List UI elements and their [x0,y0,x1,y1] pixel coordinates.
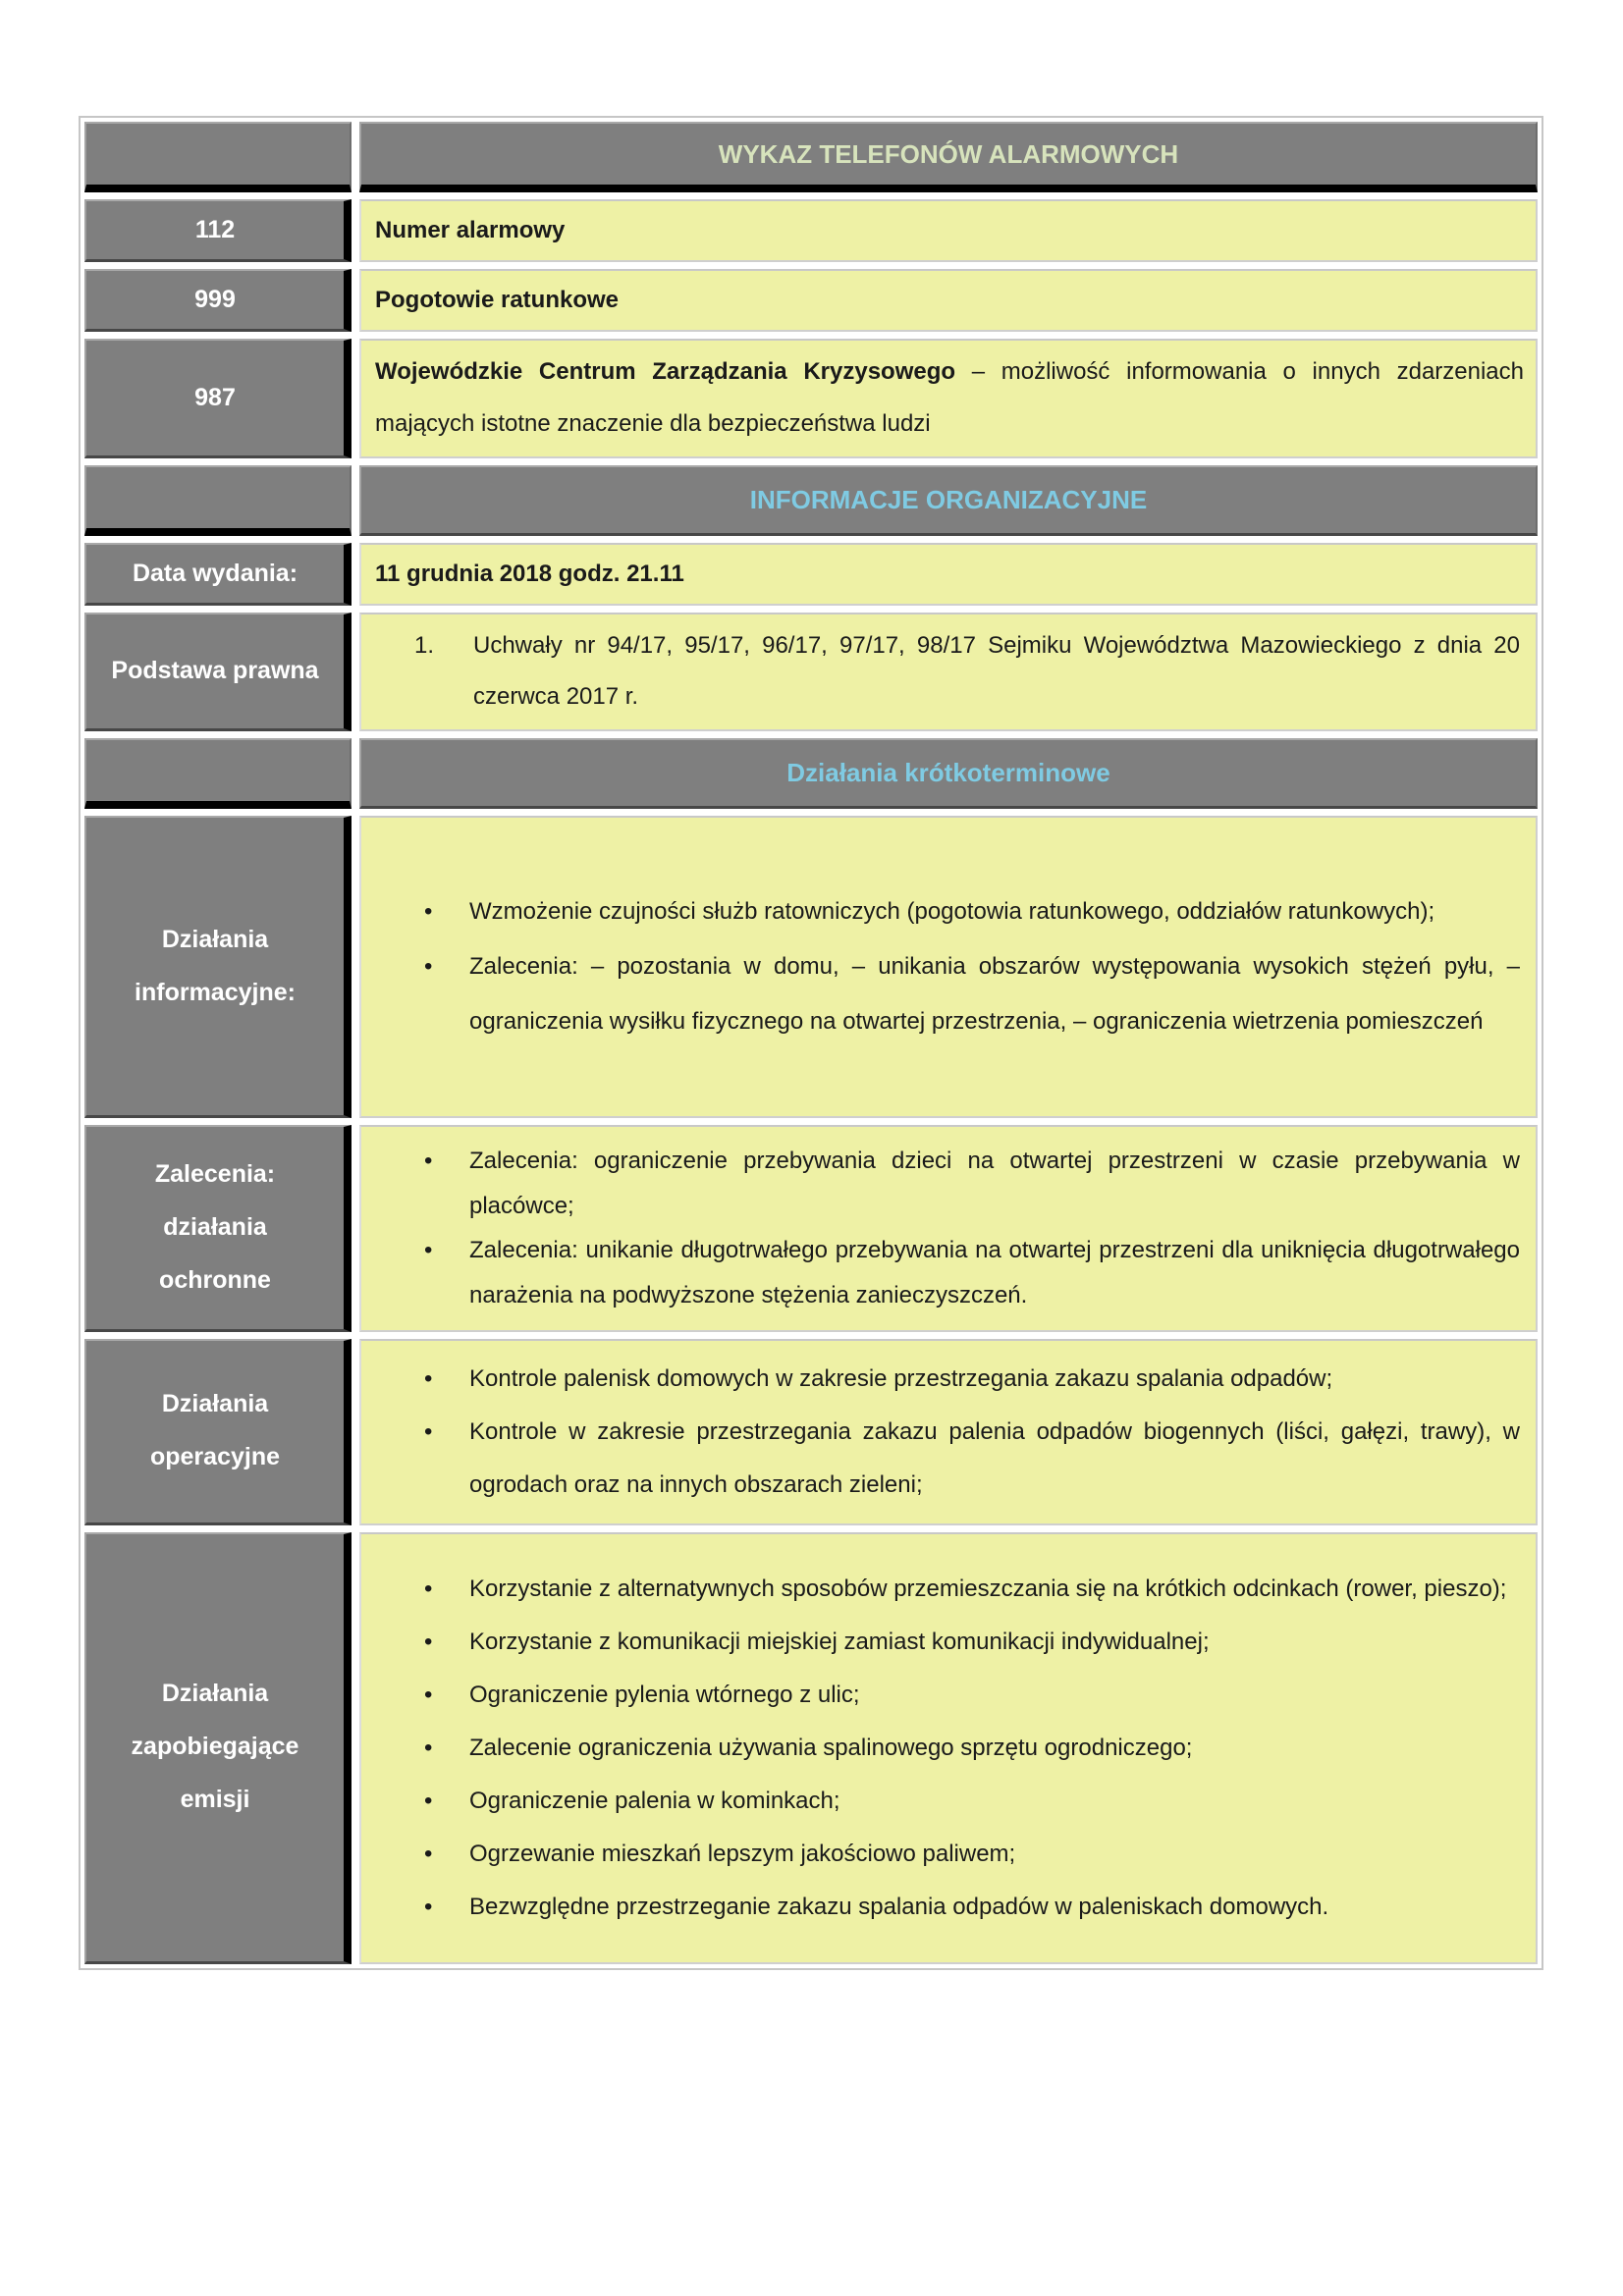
bullet-item [361,1406,1528,1512]
bullet-marker: • [424,1734,433,1761]
bullet-marker: • [424,897,433,925]
section-title-short-term-actions: Działania krótkoterminowe [359,738,1538,809]
alert-bulletin-table [79,116,1543,1970]
bullet-item [361,1139,1528,1228]
bullet-item [361,1775,1528,1828]
bullet-marker: • [424,1364,433,1392]
bullet-item [361,1669,1528,1722]
bullet-text: Zalecenia: – pozostania w domu, – unikania obszarów występowania wysokich stężeń pyłu, – ograniczenia wysiłku fizycznego na otwartej przestrzenia, – ograniczenia wietrzenia pomieszczeń [469,952,1520,1036]
action-label-line: Działania [161,925,269,953]
action-label-line: działania [163,1213,267,1241]
bullet-item [361,1828,1528,1881]
action-protective-bullets [359,1125,1538,1331]
action-label-informational [84,816,352,1118]
phone-description-987-rest: – możliwość informowania o innych zdarzeniach mających istotne znaczenie dla bezpieczeństwa ludzi [375,358,1525,437]
bullet-text: Ograniczenie pylenia wtórnego z ulic; [469,1681,860,1708]
action-label-line: informacyjne: [135,978,296,1006]
phone-description-987 [359,339,1538,458]
bullet-text: Wzmożenie czujności służb ratowniczych (pogotowia ratunkowego, oddziałów ratunkowych); [469,897,1435,925]
bullet-item [361,1722,1528,1775]
bullet-marker: • [424,1575,433,1602]
phone-description-987-text [375,347,1524,451]
bullet-item [361,884,1528,939]
legal-basis-text: Uchwały nr 94/17, 95/17, 96/17, 97/17, 98/17 Sejmiku Województwa Mazowieckiego z dnia 20 czerwca 2017 r. [473,631,1520,711]
bullet-text: Korzystanie z komunikacji miejskiej zamiast komunikacji indywidualnej; [469,1628,1210,1655]
bullet-text: Kontrole palenisk domowych w zakresie przestrzegania zakazu spalania odpadów; [469,1364,1333,1392]
action-operational-bullets [359,1339,1538,1525]
legal-basis-item [375,620,1524,724]
bullet-marker: • [424,1787,433,1814]
action-label-line: Działania [161,1680,269,1708]
bullet-text: Bezwzględne przestrzeganie zakazu spalania odpadów w paleniskach domowych. [469,1893,1329,1920]
phone-description-112: Numer alarmowy [359,199,1538,262]
action-label-line: zapobiegające [131,1733,299,1761]
legal-basis-cell [359,613,1538,732]
action-label-line: operacyjne [149,1443,280,1471]
phone-number-987: 987 [84,339,352,458]
action-emission-prevention-bullets [359,1532,1538,1964]
issue-date-value: 11 grudnia 2018 godz. 21.11 [359,543,1538,606]
bullet-text: Kontrole w zakresie przestrzegania zakazu palenia odpadów biogennych (liści, gałęzi, trawy), w ogrodach oraz na innych obszarach zieleni; [469,1417,1520,1498]
section-title-organizational-info: INFORMACJE ORGANIZACYJNE [359,465,1538,536]
action-label-line: ochronne [159,1265,271,1294]
bullet-marker: • [424,1681,433,1708]
phone-number-999: 999 [84,269,352,332]
bullet-text: Ogrzewanie mieszkań lepszym jakościowo paliwem; [469,1840,1016,1867]
bullet-item [361,1616,1528,1669]
bullet-item [361,1881,1528,1934]
bullet-item [361,939,1528,1050]
bullet-marker: • [424,1840,433,1867]
bullet-text: Korzystanie z alternatywnych sposobów przemieszczania się na krótkich odcinkach (rower, pieszo); [469,1575,1507,1602]
header-spacer-cell [84,465,352,536]
bullet-text: Zalecenia: unikanie długotrwałego przebywania na otwartej przestrzeni dla uniknięcia długotrwałego narażenia na podwyższone stężenia zanieczyszczeń. [469,1237,1520,1308]
action-informational-bullets [359,816,1538,1118]
bullet-marker: • [424,1148,433,1175]
phone-description-999: Pogotowie ratunkowe [359,269,1538,332]
table-grid [84,122,1538,1964]
header-spacer-cell [84,122,352,192]
issue-date-label: Data wydania: [84,543,352,606]
bullet-marker: • [424,1628,433,1655]
phone-number-112: 112 [84,199,352,262]
phone-description-987-bold: Wojewódzkie Centrum Zarządzania Kryzysowego [375,358,956,385]
bullet-marker: • [424,1893,433,1920]
bullet-marker: • [424,1417,433,1445]
action-label-protective [84,1125,352,1331]
bullet-marker: • [424,1237,433,1264]
bullet-text: Zalecenie ograniczenia używania spalinowego sprzętu ogrodniczego; [469,1734,1193,1761]
legal-basis-label: Podstawa prawna [84,613,352,732]
bullet-marker: • [424,952,433,980]
list-number: 1. [414,631,435,659]
bullet-item [361,1353,1528,1406]
bullet-item [361,1563,1528,1616]
action-label-line: Działania [161,1390,269,1418]
action-label-line: emisji [180,1785,250,1813]
section-title-emergency-phones: WYKAZ TELEFONÓW ALARMOWYCH [359,122,1538,192]
action-label-line: Zalecenia: [154,1160,276,1189]
action-label-emission-prevention [84,1532,352,1964]
bullet-item [361,1228,1528,1317]
action-label-operational [84,1339,352,1525]
header-spacer-cell [84,738,352,809]
bullet-text: Ograniczenie palenia w kominkach; [469,1787,840,1814]
bullet-text: Zalecenia: ograniczenie przebywania dzieci na otwartej przestrzeni w czasie przebywania w placówce; [469,1148,1520,1219]
